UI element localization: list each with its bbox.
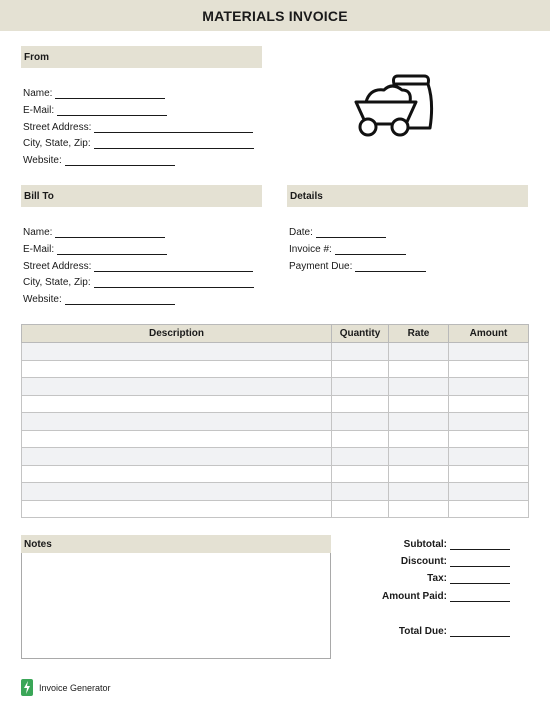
column-header-amount: Amount	[449, 325, 529, 343]
cell-quantity[interactable]	[332, 448, 389, 466]
table-row	[22, 483, 529, 501]
brand-logo	[21, 679, 111, 696]
bill-to-email-field[interactable]: E-Mail:	[23, 243, 167, 255]
table-row	[22, 378, 529, 396]
notes-box[interactable]	[21, 553, 331, 659]
cell-amount[interactable]	[449, 395, 529, 413]
table-row	[22, 413, 529, 431]
details-payment-due-field[interactable]: Payment Due:	[289, 260, 426, 272]
mining-cart-materials-icon	[352, 72, 436, 138]
column-header-description: Description	[22, 325, 332, 343]
cell-amount[interactable]	[449, 465, 529, 483]
cell-amount[interactable]	[449, 360, 529, 378]
cell-description[interactable]	[22, 413, 332, 431]
cell-rate[interactable]	[389, 413, 449, 431]
cell-rate[interactable]	[389, 430, 449, 448]
cell-rate[interactable]	[389, 360, 449, 378]
tax-row[interactable]: Tax:	[297, 572, 510, 584]
table-row	[22, 430, 529, 448]
details-invoice-number-field[interactable]: Invoice #:	[289, 243, 406, 255]
cell-quantity[interactable]	[332, 465, 389, 483]
cell-quantity[interactable]	[332, 430, 389, 448]
table-row	[22, 395, 529, 413]
cell-description[interactable]	[22, 395, 332, 413]
cell-description[interactable]	[22, 343, 332, 361]
cell-description[interactable]	[22, 360, 332, 378]
title-bar	[0, 0, 550, 31]
table-row	[22, 360, 529, 378]
subtotal-row[interactable]: Subtotal:	[297, 538, 510, 550]
total-due-row[interactable]: Total Due:	[297, 625, 510, 637]
line-items-table	[21, 324, 529, 518]
bill-to-city-field[interactable]: City, State, Zip:	[23, 276, 254, 288]
from-name-field[interactable]: Name:	[23, 87, 165, 99]
cell-description[interactable]	[22, 483, 332, 501]
from-website-field[interactable]: Website:	[23, 154, 175, 166]
cell-description[interactable]	[22, 500, 332, 518]
column-header-quantity: Quantity	[332, 325, 389, 343]
cell-amount[interactable]	[449, 378, 529, 396]
table-row	[22, 448, 529, 466]
bolt-icon	[21, 679, 33, 696]
cell-quantity[interactable]	[332, 500, 389, 518]
cell-description[interactable]	[22, 430, 332, 448]
cell-quantity[interactable]	[332, 483, 389, 501]
cell-quantity[interactable]	[332, 395, 389, 413]
page-title: MATERIALS INVOICE	[202, 7, 348, 24]
cell-rate[interactable]	[389, 483, 449, 501]
cell-description[interactable]	[22, 448, 332, 466]
discount-row[interactable]: Discount:	[297, 555, 510, 567]
table-row	[22, 465, 529, 483]
cell-rate[interactable]	[389, 343, 449, 361]
cell-rate[interactable]	[389, 395, 449, 413]
cell-amount[interactable]	[449, 413, 529, 431]
cell-rate[interactable]	[389, 465, 449, 483]
cell-description[interactable]	[22, 378, 332, 396]
from-email-field[interactable]: E-Mail:	[23, 104, 167, 116]
cell-rate[interactable]	[389, 448, 449, 466]
column-header-rate: Rate	[389, 325, 449, 343]
cell-rate[interactable]	[389, 500, 449, 518]
cell-quantity[interactable]	[332, 413, 389, 431]
bill-to-street-field[interactable]: Street Address:	[23, 260, 253, 272]
cell-rate[interactable]	[389, 378, 449, 396]
from-heading: From	[21, 46, 262, 68]
cell-amount[interactable]	[449, 483, 529, 501]
cell-quantity[interactable]	[332, 343, 389, 361]
brand-name: Invoice Generator	[39, 682, 111, 693]
cell-amount[interactable]	[449, 430, 529, 448]
from-city-field[interactable]: City, State, Zip:	[23, 137, 254, 149]
cell-quantity[interactable]	[332, 360, 389, 378]
notes-heading: Notes	[21, 535, 331, 553]
cell-description[interactable]	[22, 465, 332, 483]
table-row	[22, 500, 529, 518]
bill-to-heading: Bill To	[21, 185, 262, 207]
amount-paid-row[interactable]: Amount Paid:	[297, 590, 510, 602]
table-header-row	[22, 325, 529, 343]
table-row	[22, 343, 529, 361]
cell-amount[interactable]	[449, 343, 529, 361]
details-date-field[interactable]: Date:	[289, 226, 386, 238]
bill-to-website-field[interactable]: Website:	[23, 293, 175, 305]
cell-amount[interactable]	[449, 500, 529, 518]
cell-amount[interactable]	[449, 448, 529, 466]
cell-quantity[interactable]	[332, 378, 389, 396]
details-heading: Details	[287, 185, 528, 207]
from-street-field[interactable]: Street Address:	[23, 121, 253, 133]
bill-to-name-field[interactable]: Name:	[23, 226, 165, 238]
